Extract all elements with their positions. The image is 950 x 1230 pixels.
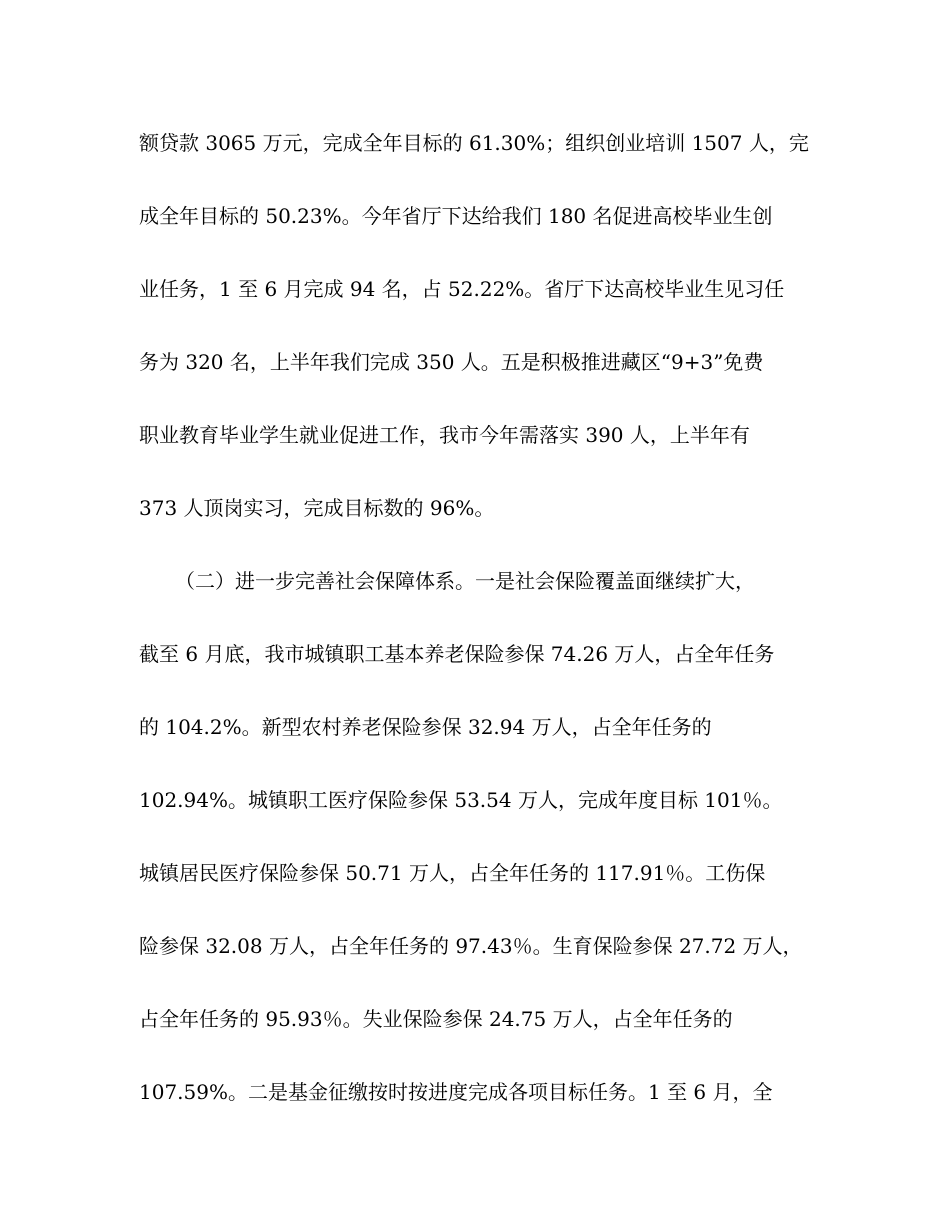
document-body bbox=[139, 123, 829, 1113]
text-line: 职业教育毕业学生就业促进工作，我市今年需落实 390 人，上半年有 bbox=[139, 423, 750, 447]
text-line: 的 104.2%。新型农村养老保险参保 32.94 万人，占全年任务的 bbox=[139, 715, 712, 739]
text-line: 占全年任务的 95.93％。失业保险参保 24.75 万人，占全年任务的 bbox=[139, 1007, 733, 1031]
text-line: 额贷款 3065 万元，完成全年目标的 61.30%；组织创业培训 1507 人，完 bbox=[139, 131, 809, 155]
text-line: 业任务，1 至 6 月完成 94 名，占 52.22%。省厅下达高校毕业生见习任 bbox=[139, 277, 785, 301]
text-line: 成全年目标的 50.23%。今年省厅下达给我们 180 名促进高校毕业生创 bbox=[139, 204, 773, 228]
text-line: 截至 6 月底，我市城镇职工基本养老保险参保 74.26 万人，占全年任务 bbox=[139, 642, 775, 666]
text-line: 373 人顶岗实习，完成目标数的 96%。 bbox=[139, 496, 495, 520]
text-line: 城镇居民医疗保险参保 50.71 万人，占全年任务的 117.91％。工伤保 bbox=[139, 861, 766, 885]
text-line: 险参保 32.08 万人，占全年任务的 97.43％。生育保险参保 27.72 万人， bbox=[139, 934, 803, 958]
text-line: 务为 320 名，上半年我们完成 350 人。五是积极推进藏区“9+3”免费 bbox=[139, 350, 764, 374]
paragraph-heading-line: （二）进一步完善社会保障体系。一是社会保险覆盖面继续扩大， bbox=[175, 569, 755, 593]
text-line: 107.59%。二是基金征缴按时按进度完成各项目标任务。1 至 6 月，全 bbox=[139, 1080, 773, 1104]
text-line: 102.94%。城镇职工医疗保险参保 53.54 万人，完成年度目标 101％。 bbox=[139, 788, 783, 812]
